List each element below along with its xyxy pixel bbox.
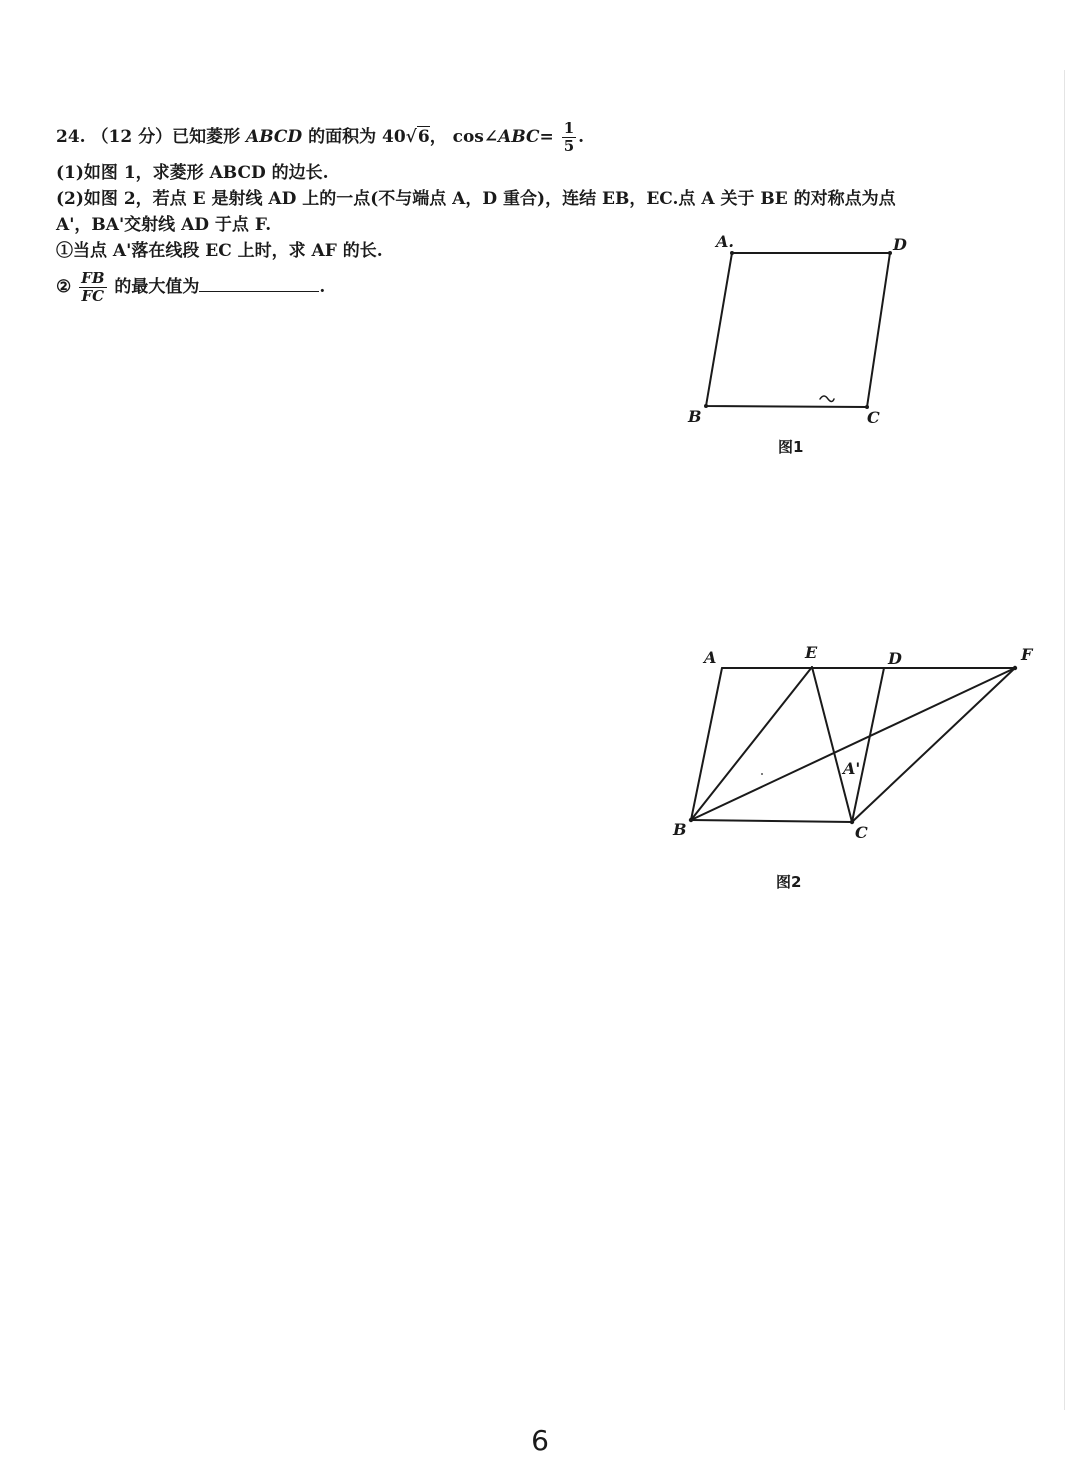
- cos-prefix: cos∠: [452, 127, 499, 147]
- segment-ec: [812, 667, 852, 822]
- stem-comma: ，: [429, 127, 447, 147]
- side-ab: [691, 668, 722, 820]
- side-bc: [691, 820, 852, 822]
- fig2-label-b: B: [673, 820, 687, 839]
- sub-question-2-end: .: [319, 277, 326, 297]
- part-1: (1)如图 1，求菱形 ABCD 的边长.: [56, 163, 329, 183]
- problem-number: 24.: [56, 127, 86, 147]
- stem-end: .: [578, 127, 585, 147]
- fig2-label-d: D: [888, 649, 902, 668]
- problem-score: （12 分）: [91, 127, 173, 147]
- part-2-line-1: (2)如图 2，若点 E 是射线 AD 上的一点(不与端点 A，D 重合)，连结 EB，EC.点 A 关于 BE 的对称点为点: [56, 189, 896, 209]
- fig2-caption: 图2: [776, 873, 802, 891]
- fig1-caption: 图1: [778, 438, 804, 456]
- fig2-label-a-prime: A': [843, 759, 861, 778]
- sqrt-symbol: √6: [405, 127, 430, 147]
- sub-question-2-mark: ②: [56, 277, 72, 297]
- cos-angle: ABC: [498, 127, 540, 147]
- stem-mid: 的面积为 40: [302, 127, 406, 147]
- cos-fraction-den: 5: [563, 137, 575, 155]
- stray-mark: [761, 773, 763, 775]
- segment-eb: [691, 667, 812, 820]
- point-c-dot: [850, 820, 854, 824]
- cos-eq: =: [539, 127, 554, 147]
- fig2-label-a: A: [704, 648, 717, 667]
- fig1-label-d: D: [893, 235, 907, 254]
- fig2-label-e: E: [805, 643, 818, 662]
- sub-question-2-text: 的最大值为: [108, 277, 200, 297]
- stem-prefix: 已知菱形: [172, 127, 241, 147]
- sub-question-1: ①当点 A'落在线段 EC 上时，求 AF 的长.: [56, 241, 383, 261]
- fb-fc-num: FB: [81, 269, 105, 287]
- fb-fc-den: FC: [81, 287, 105, 305]
- part-2-line-2: A'，BA'交射线 AD 于点 F.: [56, 215, 272, 235]
- fig1-label-a: A.: [716, 232, 734, 251]
- fig1-label-b: B: [688, 407, 702, 426]
- rhombus-name: ABCD: [246, 127, 303, 147]
- side-dc: [852, 668, 884, 822]
- cos-fraction-num: 1: [563, 119, 575, 137]
- fig1-label-c: C: [867, 408, 880, 427]
- segment-bf: [691, 668, 1015, 820]
- page-number: 6: [531, 1424, 549, 1457]
- sqrt-arg: 6: [417, 127, 430, 147]
- point-f-dot: [1013, 666, 1017, 670]
- segment-fc: [852, 668, 1015, 822]
- point-b-dot: [689, 818, 693, 822]
- fig2-label-f: F: [1021, 645, 1033, 664]
- fig2-label-c: C: [855, 823, 868, 842]
